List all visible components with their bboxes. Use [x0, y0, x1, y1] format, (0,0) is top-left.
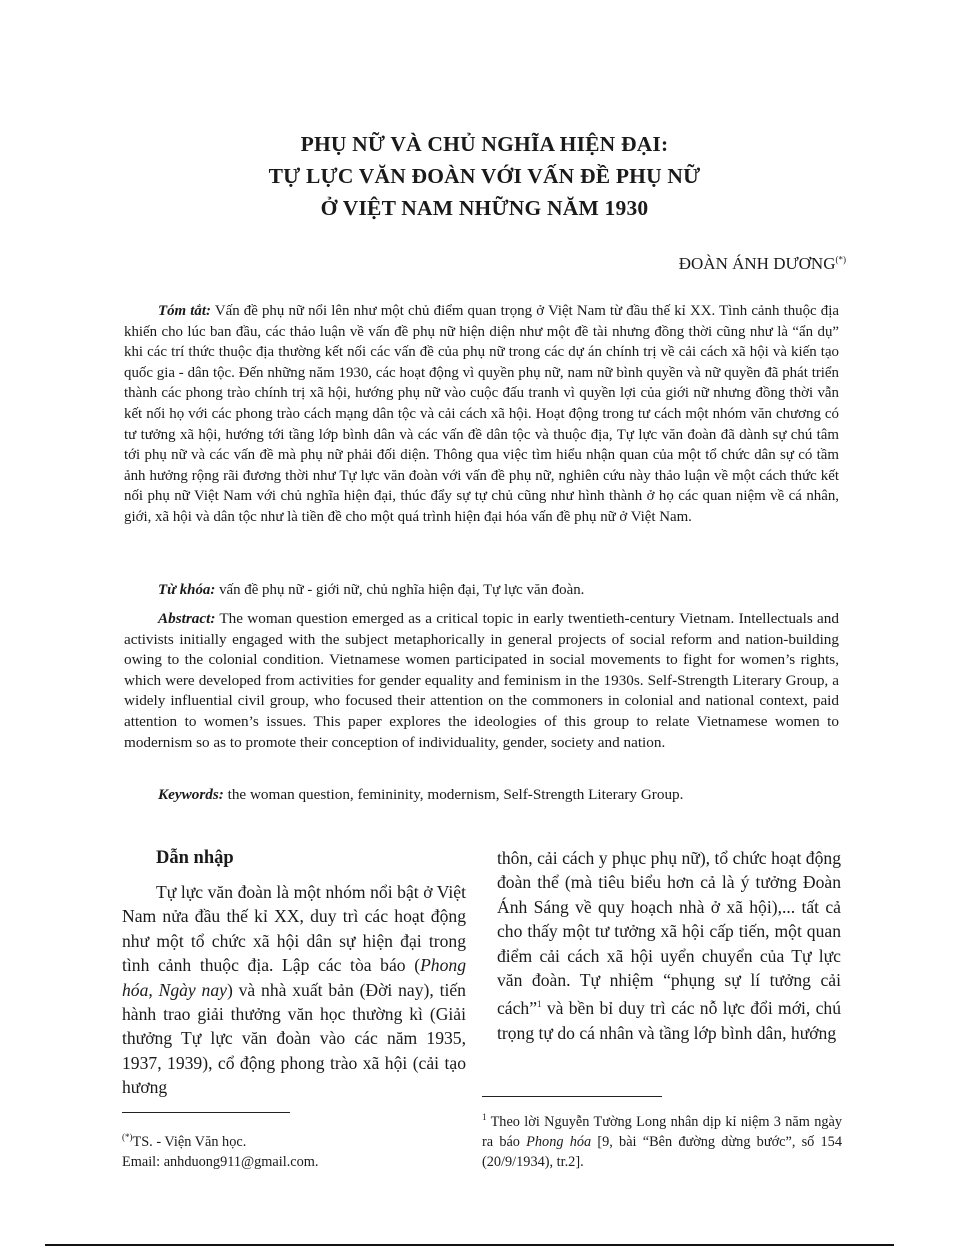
footnote-reference: 1	[537, 999, 542, 1010]
author-byline	[679, 254, 846, 274]
keywords-en-text: the woman question, femininity, modernism, Self-Strength Literary Group.	[227, 786, 684, 803]
body-text: Tự lực văn đoàn là một nhóm nổi bật ở Việt Nam nửa đầu thế kỉ XX, duy trì các hoạt động như một tổ chức xã hội dân sự hiện đại trong tình cảnh thuộc địa. Lập các tòa báo (	[122, 882, 466, 976]
abstract-english	[124, 609, 839, 753]
page-bottom-rule	[45, 1244, 894, 1246]
author-footnote-mark: (*)	[835, 254, 846, 265]
keywords-en-label: Keywords:	[158, 786, 224, 803]
body-paragraph	[497, 846, 841, 1045]
footnote-text: Theo lời Nguyễn Tường Long nhân dịp kỉ niệm 3 năm ngày ra báo	[482, 1113, 842, 1150]
title-line-3: Ở VIỆT NAM NHỮNG NĂM 1930	[320, 196, 649, 220]
body-paragraph	[122, 880, 466, 1100]
summary-vietnamese	[124, 301, 839, 528]
body-emphasis: Phong hóa, Ngày nay	[122, 955, 466, 1000]
body-text: ) và nhà xuất bản (Đời nay), tiến hành trao giải thưởng văn học thường kì (Giải thưởng Tự lực văn đoàn vào các năm 1935, 1937, 1939), cổ động phong trào xã hội (cải tạo hương	[122, 979, 466, 1098]
keywords-vietnamese	[124, 580, 839, 601]
keywords-english	[124, 785, 839, 806]
footnote-number: 1	[482, 1112, 487, 1122]
body-text: thôn, cải cách y phục phụ nữ), tổ chức hoạt động đoàn thể (mà tiêu biểu hơn cả là ý tưởng Đoàn Ánh Sáng về quy hoạch nhà ở xã hội),... tất cả cho thấy một tư tưởng xã hội cấp tiến, một quan điểm cải cách xã hội uyển chuyển của Tự lực văn đoàn. Tự nhiệm “phụng sự lí tưởng cải cách”	[497, 848, 841, 1019]
abstract-label: Abstract:	[158, 610, 216, 627]
body-text: và bền bỉ duy trì các nỗ lực đổi mới, chú trọng tự do cá nhân và tầng lớp bình dân, hướng	[497, 998, 841, 1043]
keywords-vi-text: vấn đề phụ nữ - giới nữ, chủ nghĩa hiện đại, Tự lực văn đoàn.	[219, 582, 585, 598]
article-title	[120, 128, 849, 224]
body-column-left	[122, 846, 466, 1100]
affiliation-text: TS. - Viện Văn học.	[132, 1133, 247, 1150]
summary-label: Tóm tắt:	[158, 303, 211, 319]
body-column-right	[497, 846, 841, 1045]
section-heading: Dẫn nhập	[156, 848, 234, 868]
footnote-divider-right	[482, 1096, 662, 1097]
author-footnote-mark: (*)	[122, 1132, 133, 1142]
summary-text: Vấn đề phụ nữ nổi lên như một chủ điểm quan trọng ở Việt Nam từ đầu thế kỉ XX. Tình cảnh thuộc địa khiến cho lúc ban đầu, các thảo luận về vấn đề phụ nữ hiện diện như một đề tài nhưng đồng thời cũng như là “ẩn dụ” khi các trí thức thuộc địa thường kết nối các vấn đề của phụ nữ trong các dự án chính trị về cải cách xã hội và kiến tạo quốc gia - dân tộc. Đến những năm 1930, các hoạt động vì quyền phụ nữ, nam nữ bình quyền và nữ quyền đã phát triển thành các phong trào chính trị xã hội, hướng phụ nữ vào cuộc đấu tranh vì quyền lợi của giới nữ nhưng đồng thời vẫn kết nối họ với các phong trào cách mạng dân tộc và cải cách xã hội. Hoạt động trong tư cách một nhóm văn chương có tư tưởng xã hội, hướng tới tầng lớp bình dân và các vấn đề dân tộc và thuộc địa, Tự lực văn đoàn đã dành sự chú tâm tới phụ nữ và các vấn đề mà phụ nữ phải đối diện. Thông qua việc tìm hiểu nhận quan của một tổ chức dân sự có tầm ảnh hưởng rộng rãi đương thời như Tự lực văn đoàn với vấn đề phụ nữ, nghiên cứu này thảo luận về một cách thức kết nối phụ nữ Việt Nam với chủ nghĩa hiện đại, thúc đẩy sự tự chủ cũng như hình thành ở họ các quan niệm về cá nhân, giới, xã hội và dân tộc như là tiền đề cho một quá trình hiện đại hóa vấn đề phụ nữ ở Việt Nam.	[124, 303, 839, 525]
title-line-2: TỰ LỰC VĂN ĐOÀN VỚI VẤN ĐỀ PHỤ NỮ	[268, 164, 701, 188]
author-name: ĐOÀN ÁNH DƯƠNG	[678, 254, 836, 273]
footnote-divider-left	[122, 1112, 290, 1113]
author-footnote	[122, 1127, 466, 1172]
footnote-emphasis: Phong hóa	[526, 1133, 592, 1150]
footnote-1	[482, 1107, 842, 1172]
keywords-vi-label: Từ khóa:	[158, 582, 216, 598]
footnote-text: [9, bài “Bên đường dừng bước”, số 154 (20/9/1934), tr.2].	[482, 1133, 842, 1170]
title-line-1: PHỤ NỮ VÀ CHỦ NGHĨA HIỆN ĐẠI:	[300, 132, 669, 156]
author-email: Email: anhduong911@gmail.com.	[122, 1153, 319, 1170]
abstract-text: The woman question emerged as a critical topic in early twentieth-century Vietnam. Intellectuals and activists initially engaged with the subject metaphorically in general projects of social reform and nation-building owing to the colonial condition. Vietnamese women participated in social movements to fight for women’s rights, which were developed from activities for gender equality and feminism in the 1930s. Self-Strength Literary Group, a widely influential civil group, who focused their attention on the commoners in colonial and national context, paid attention to women’s issues. This paper explores the ideologies of this group to relate Vietnamese women to modernism so as to promote their conception of individuality, gender, society and nation.	[124, 610, 839, 751]
author-affiliation	[122, 1127, 466, 1152]
